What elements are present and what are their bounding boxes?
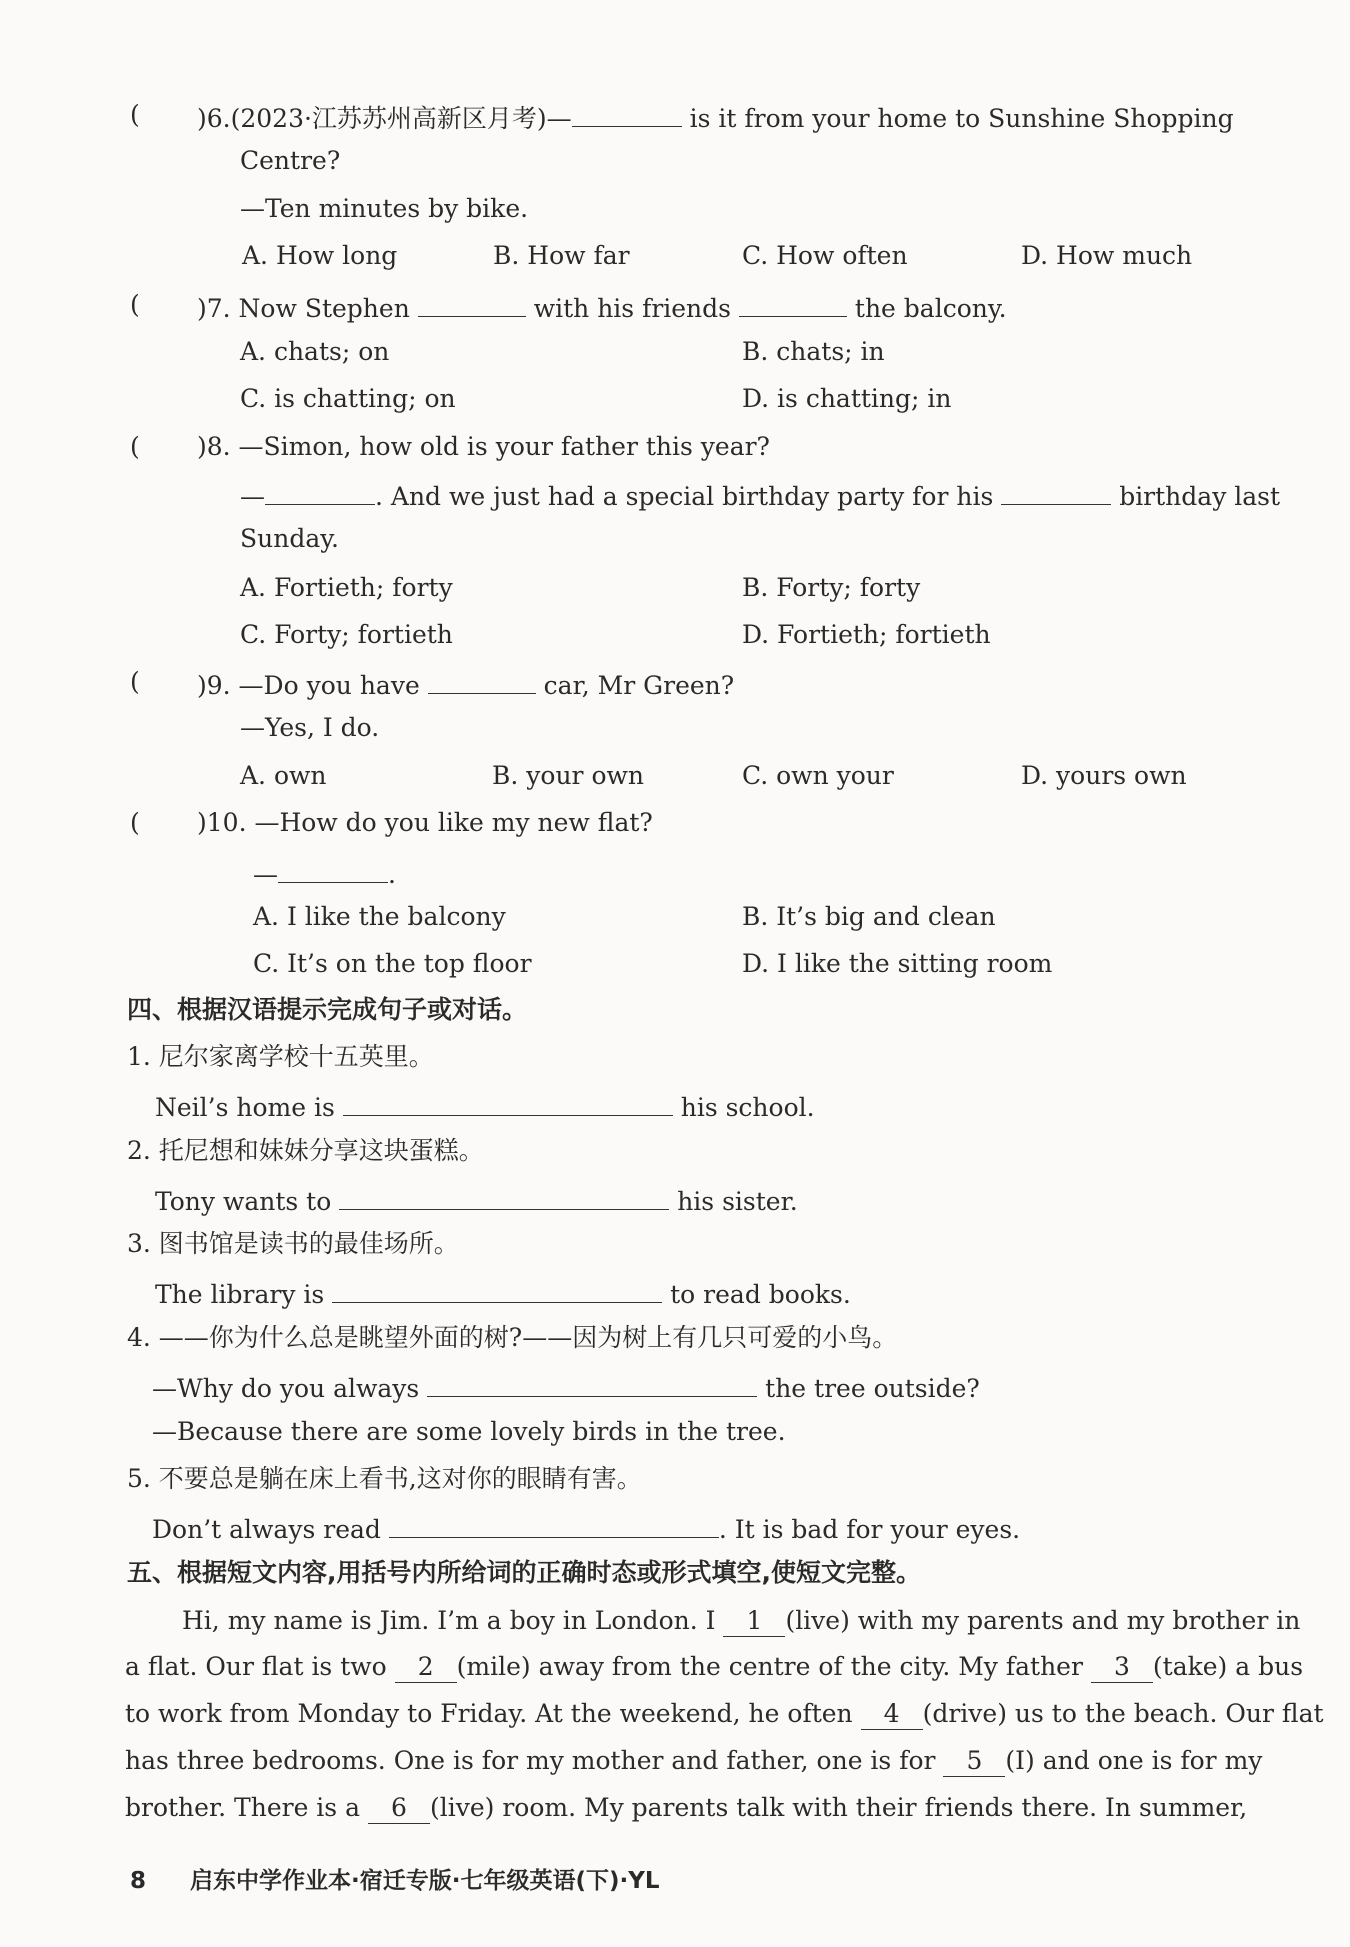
blank[interactable] — [343, 1089, 673, 1116]
question-10-reply: — . — [253, 856, 396, 890]
numbered-blank[interactable]: 3 — [1091, 1652, 1153, 1683]
blank[interactable] — [389, 1511, 719, 1538]
option[interactable]: D. How much — [1021, 241, 1193, 270]
option[interactable]: B. Forty; forty — [742, 573, 921, 602]
answer-paren[interactable]: ( — [130, 667, 140, 696]
question-6-stem: )6.(2023·江苏苏州高新区月考)— is it from your home to Sunshine Shopping — [197, 100, 1234, 134]
blank[interactable] — [339, 1183, 669, 1210]
question-9-stem: )9. —Do you have car, Mr Green? — [197, 667, 734, 701]
section-4-title: 四、根据汉语提示完成句子或对话。 — [127, 995, 528, 1024]
numbered-blank[interactable]: 2 — [395, 1652, 457, 1683]
option[interactable]: A. Fortieth; forty — [240, 573, 453, 602]
question-9-reply: —Yes, I do. — [240, 713, 380, 742]
en-sentence: —Because there are some lovely birds in the tree. — [152, 1417, 786, 1446]
passage-line: a flat. Our flat is two 2 (mile) away from the centre of the city. My father 3 (take) a bus — [125, 1652, 1304, 1681]
en-sentence: —Why do you always the tree outside? — [152, 1370, 980, 1404]
option[interactable]: C. Forty; fortieth — [240, 620, 453, 649]
blank[interactable] — [427, 1370, 757, 1397]
blank[interactable] — [278, 856, 388, 883]
cn-prompt: 5. 不要总是躺在床上看书,这对你的眼睛有害。 — [127, 1464, 642, 1493]
page-footer — [130, 1862, 660, 1895]
option[interactable]: D. Fortieth; fortieth — [742, 620, 991, 649]
option[interactable]: A. chats; on — [240, 337, 390, 366]
answer-paren[interactable]: ( — [130, 290, 140, 319]
question-8-stem: )8. —Simon, how old is your father this year? — [197, 432, 770, 461]
en-sentence: The library is to read books. — [155, 1276, 851, 1310]
blank[interactable] — [418, 290, 526, 317]
cn-prompt: 1. 尼尔家离学校十五英里。 — [127, 1042, 434, 1071]
question-6-reply: —Ten minutes by bike. — [240, 194, 529, 223]
option[interactable]: B. How far — [493, 241, 630, 270]
option[interactable]: B. chats; in — [742, 337, 885, 366]
option[interactable]: C. It’s on the top floor — [253, 949, 532, 978]
option[interactable]: C. is chatting; on — [240, 384, 456, 413]
blank[interactable] — [1001, 478, 1111, 505]
cn-prompt: 2. 托尼想和妹妹分享这块蛋糕。 — [127, 1136, 484, 1165]
page-number: 8 — [130, 1868, 147, 1894]
blank[interactable] — [265, 478, 375, 505]
question-8-reply: — . And we just had a special birthday party for his birthday last — [240, 478, 1280, 512]
option[interactable]: B. It’s big and clean — [742, 902, 996, 931]
numbered-blank[interactable]: 6 — [368, 1793, 430, 1824]
blank[interactable] — [572, 100, 682, 127]
cn-prompt: 4. ——你为什么总是眺望外面的树?——因为树上有几只可爱的小鸟。 — [127, 1323, 898, 1352]
cn-prompt: 3. 图书馆是读书的最佳场所。 — [127, 1229, 459, 1258]
en-sentence: Neil’s home is his school. — [155, 1089, 815, 1123]
option[interactable]: B. your own — [492, 761, 644, 790]
answer-paren[interactable]: ( — [130, 432, 140, 461]
option[interactable]: A. How long — [242, 241, 398, 270]
blank[interactable] — [332, 1276, 662, 1303]
passage-line: brother. There is a 6 (live) room. My parents talk with their friends there. In summer, — [125, 1793, 1248, 1822]
question-10-stem: )10. —How do you like my new flat? — [197, 808, 653, 837]
blank[interactable] — [739, 290, 847, 317]
en-sentence: Don’t always read . It is bad for your eyes. — [152, 1511, 1020, 1545]
numbered-blank[interactable]: 5 — [943, 1746, 1005, 1777]
passage-line: Hi, my name is Jim. I’m a boy in London. I 1 (live) with my parents and my brother in — [182, 1606, 1301, 1635]
option[interactable]: C. own your — [742, 761, 894, 790]
question-7-stem: )7. Now Stephen with his friends the balcony. — [197, 290, 1007, 324]
numbered-blank[interactable]: 1 — [723, 1606, 785, 1637]
answer-paren[interactable]: ( — [130, 808, 140, 837]
question-6-stem-cont: Centre? — [240, 146, 341, 175]
answer-paren[interactable]: ( — [130, 100, 140, 129]
option[interactable]: A. own — [240, 761, 327, 790]
en-sentence: Tony wants to his sister. — [155, 1183, 798, 1217]
passage-line: to work from Monday to Friday. At the weekend, he often 4 (drive) us to the beach. Our flat — [125, 1699, 1324, 1728]
option[interactable]: D. I like the sitting room — [742, 949, 1053, 978]
question-8-reply-cont: Sunday. — [240, 524, 339, 553]
blank[interactable] — [428, 667, 536, 694]
option[interactable]: D. is chatting; in — [742, 384, 952, 413]
book-title: 启东中学作业本·宿迁专版·七年级英语(下)·YL — [190, 1868, 660, 1894]
option[interactable]: A. I like the balcony — [253, 902, 506, 931]
passage-line: has three bedrooms. One is for my mother and father, one is for 5 (I) and one is for my — [125, 1746, 1263, 1775]
option[interactable]: D. yours own — [1021, 761, 1187, 790]
section-5-title: 五、根据短文内容,用括号内所给词的正确时态或形式填空,使短文完整。 — [127, 1558, 921, 1587]
numbered-blank[interactable]: 4 — [861, 1699, 923, 1730]
option[interactable]: C. How often — [742, 241, 908, 270]
